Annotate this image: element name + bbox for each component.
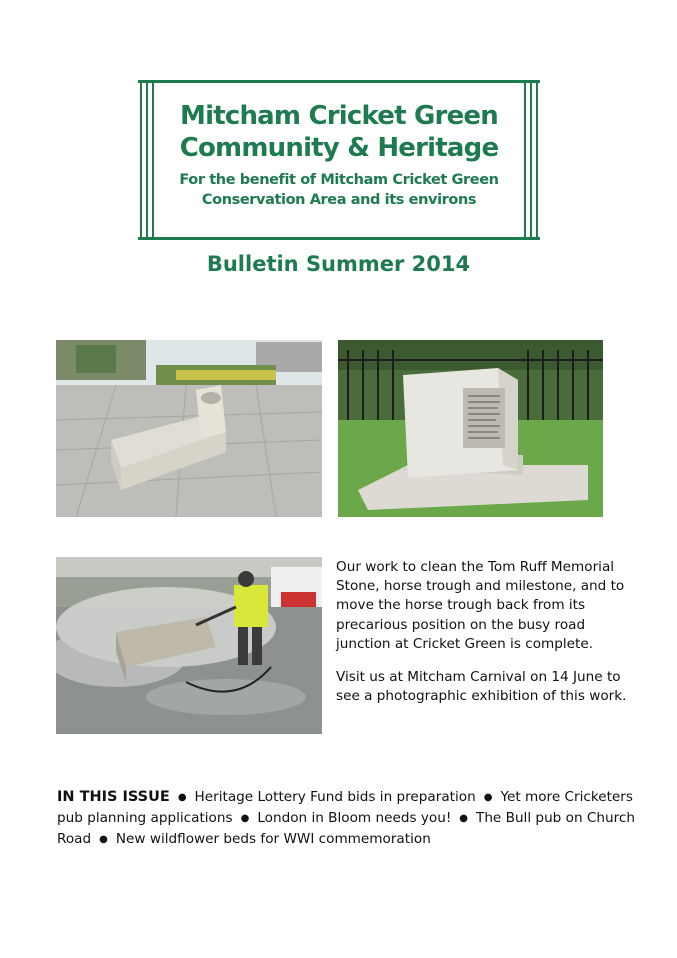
issue-item: The Bull pub on Church Road — [57, 810, 635, 847]
masthead-subtitle-line2: Conservation Area and its environs — [201, 192, 477, 208]
bullet-icon: ● — [99, 834, 108, 845]
issue-item: New wildflower beds for WWI commemoration — [115, 831, 431, 847]
article-paragraph-2: Visit us at Mitcham Carnival on 14 June to see a photographic exhibition of this work. — [336, 669, 627, 705]
in-this-issue — [57, 787, 637, 850]
cleaning-trough-photo — [56, 557, 322, 734]
article-paragraph-1: Our work to clean the Tom Ruff Memorial Stone, horse trough and milestone, and to move the horse trough back from its precarious position on the busy road junction at Cricket Green is complete. — [336, 559, 625, 652]
issue-item: Heritage Lottery Fund bids in preparation — [194, 789, 476, 805]
bullet-icon: ● — [483, 792, 493, 803]
masthead-subtitle-line1: For the benefit of Mitcham Cricket Green — [179, 172, 499, 188]
memorial-stone-photo — [338, 340, 603, 517]
bullet-icon: ● — [459, 813, 469, 824]
masthead-text — [164, 80, 514, 240]
masthead-title-line1: Mitcham Cricket Green — [180, 101, 498, 131]
masthead-left-pillar — [138, 80, 156, 240]
bullet-icon: ● — [177, 792, 187, 803]
horse-trough-photo — [56, 340, 322, 517]
article-text — [336, 558, 636, 720]
masthead — [138, 80, 540, 240]
issue-item: Yet more Cricketers pub planning applications — [57, 789, 633, 826]
bulletin-title: Bulletin Summer 2014 — [206, 252, 471, 276]
masthead-title-line2: Community & Heritage — [179, 133, 499, 163]
in-this-issue-label: IN THIS ISSUE — [57, 789, 170, 805]
masthead-right-pillar — [522, 80, 540, 240]
bullet-icon: ● — [240, 813, 250, 824]
issue-item: London in Bloom needs you! — [257, 810, 452, 826]
